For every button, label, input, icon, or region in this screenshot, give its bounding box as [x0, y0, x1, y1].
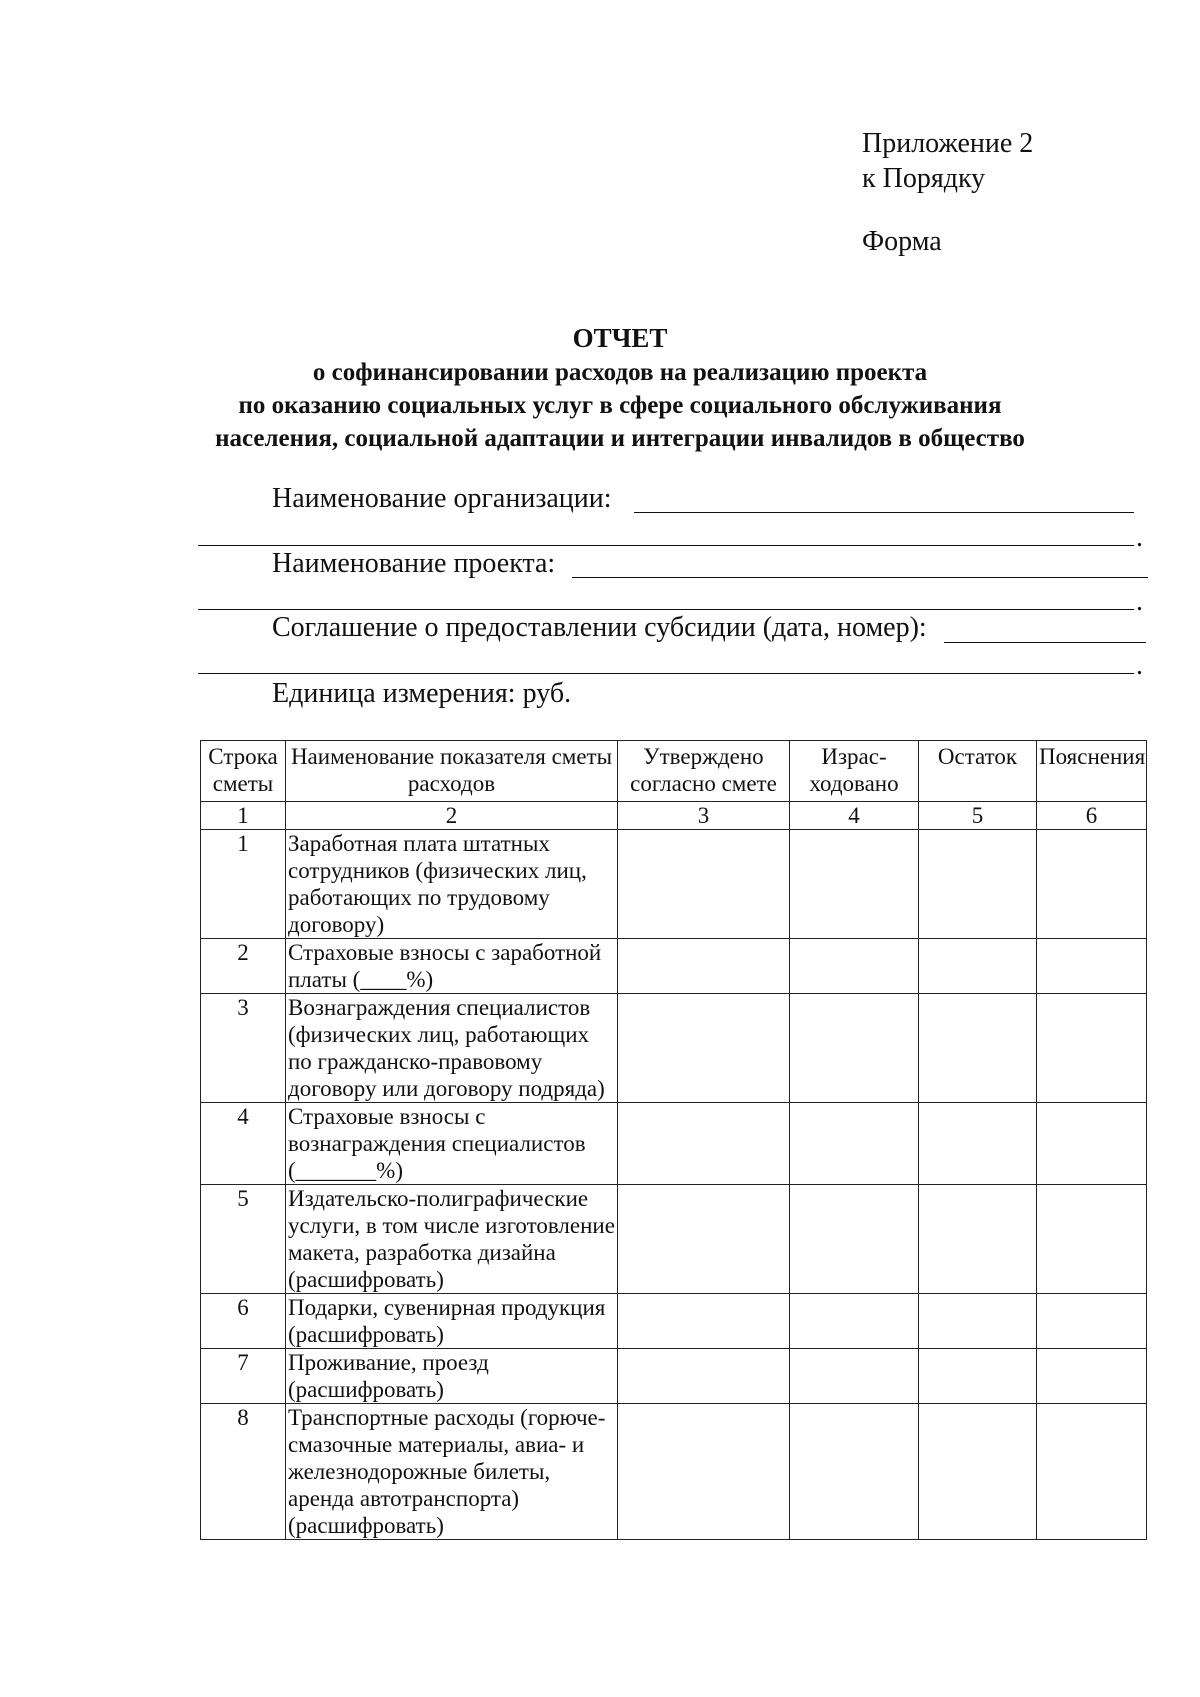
row-number: 1 — [201, 830, 286, 939]
header-explanations: Пояснения — [1037, 741, 1147, 802]
appendix-reference — [862, 126, 1033, 196]
appendix-number: Приложение 2 — [862, 128, 1034, 159]
project-input-line-2[interactable] — [198, 609, 1134, 610]
expense-report-table — [200, 740, 1147, 1540]
spent-cell[interactable] — [790, 1103, 919, 1185]
approved-cell[interactable] — [618, 939, 790, 994]
column-number: 3 — [618, 802, 790, 830]
explanation-cell[interactable] — [1037, 1185, 1147, 1294]
report-subtitle-line-3: населения, социальной адаптации и интеграции инвалидов в общество — [215, 425, 1025, 452]
indicator-name: Подарки, сувенирная продукция (расшифровать) — [286, 1294, 618, 1349]
table-row — [201, 1294, 1147, 1349]
remainder-cell[interactable] — [919, 1404, 1037, 1540]
indicator-name: Заработная плата штатных сотрудников (физических лиц, работающих по трудовому договору) — [286, 830, 618, 939]
approved-cell[interactable] — [618, 1185, 790, 1294]
column-number: 4 — [790, 802, 919, 830]
column-number: 5 — [919, 802, 1037, 830]
project-input-line[interactable] — [572, 577, 1148, 578]
explanation-cell[interactable] — [1037, 1294, 1147, 1349]
table-row — [201, 1185, 1147, 1294]
indicator-name: Страховые взносы с вознаграждения специалистов (_______%) — [286, 1103, 618, 1185]
explanation-cell[interactable] — [1037, 939, 1147, 994]
agreement-input-line-2[interactable] — [198, 673, 1134, 674]
indicator-name: Издательско-полиграфические услуги, в том числе изготовление макета, разработка дизайна (расшифровать) — [286, 1185, 618, 1294]
explanation-cell[interactable] — [1037, 1103, 1147, 1185]
table-row — [201, 1404, 1147, 1540]
approved-cell[interactable] — [618, 994, 790, 1103]
remainder-cell[interactable] — [919, 994, 1037, 1103]
row-number: 7 — [201, 1349, 286, 1404]
header-spent: Израс-ходовано — [790, 741, 919, 802]
organization-input-line-2[interactable] — [198, 545, 1134, 546]
remainder-cell[interactable] — [919, 939, 1037, 994]
organization-input-line[interactable] — [634, 512, 1134, 513]
approved-cell[interactable] — [618, 1103, 790, 1185]
column-number: 6 — [1037, 802, 1147, 830]
appendix-order-ref: к Порядку — [862, 163, 986, 194]
spent-cell[interactable] — [790, 994, 919, 1103]
row-number: 3 — [201, 994, 286, 1103]
row-number: 8 — [201, 1404, 286, 1540]
row-number: 6 — [201, 1294, 286, 1349]
approved-cell[interactable] — [618, 1294, 790, 1349]
table-row — [201, 1349, 1147, 1404]
table-row — [201, 939, 1147, 994]
row-number: 2 — [201, 939, 286, 994]
table-row — [201, 830, 1147, 939]
header-indicator-name: Наименование показателя сметы расходов — [286, 741, 618, 802]
approved-cell[interactable] — [618, 830, 790, 939]
project-label: Наименование проекта: — [272, 548, 556, 579]
agreement-input-line[interactable] — [944, 642, 1146, 643]
spent-cell[interactable] — [790, 1404, 919, 1540]
column-number: 2 — [286, 802, 618, 830]
indicator-name: Транспортные расходы (горюче-смазочные материалы, авиа- и железнодорожные билеты, аренда автотранспорта) (расшифровать) — [286, 1404, 618, 1540]
row-number: 5 — [201, 1185, 286, 1294]
report-subtitle-line-1: о софинансировании расходов на реализацию проекта — [312, 359, 928, 386]
table-row — [201, 1103, 1147, 1185]
table-row — [201, 994, 1147, 1103]
spent-cell[interactable] — [790, 939, 919, 994]
approved-cell[interactable] — [618, 1349, 790, 1404]
spent-cell[interactable] — [790, 1349, 919, 1404]
unit-label: Единица измерения: руб. — [272, 678, 572, 709]
remainder-cell[interactable] — [919, 1294, 1037, 1349]
explanation-cell[interactable] — [1037, 830, 1147, 939]
explanation-cell[interactable] — [1037, 1404, 1147, 1540]
remainder-cell[interactable] — [919, 1103, 1037, 1185]
header-row-number: Строка сметы — [201, 741, 286, 802]
row-number: 4 — [201, 1103, 286, 1185]
agreement-label: Соглашение о предоставлении субсидии (дата, номер): — [272, 612, 927, 643]
project-end-dot: . — [1136, 586, 1143, 617]
indicator-name: Вознаграждения специалистов (физических лиц, работающих по гражданско-правовому договору или договору подряда) — [286, 994, 618, 1103]
indicator-name: Страховые взносы с заработной платы (____%) — [286, 939, 618, 994]
agreement-end-dot: . — [1136, 650, 1143, 681]
report-title: ОТЧЕТ — [572, 323, 668, 353]
header-remainder: Остаток — [919, 741, 1037, 802]
report-subtitle-line-2: по оказанию социальных услуг в сфере социального обслуживания — [238, 392, 1002, 419]
explanation-cell[interactable] — [1037, 1349, 1147, 1404]
explanation-cell[interactable] — [1037, 994, 1147, 1103]
form-label: Форма — [862, 226, 942, 257]
spent-cell[interactable] — [790, 830, 919, 939]
indicator-name: Проживание, проезд (расшифровать) — [286, 1349, 618, 1404]
column-number: 1 — [201, 802, 286, 830]
approved-cell[interactable] — [618, 1404, 790, 1540]
organization-end-dot: . — [1136, 522, 1143, 553]
remainder-cell[interactable] — [919, 1349, 1037, 1404]
table-header-row — [201, 741, 1147, 802]
column-number-row — [201, 802, 1147, 830]
header-approved: Утверждено согласно смете — [618, 741, 790, 802]
organization-label: Наименование организации: — [272, 483, 612, 514]
remainder-cell[interactable] — [919, 830, 1037, 939]
spent-cell[interactable] — [790, 1185, 919, 1294]
spent-cell[interactable] — [790, 1294, 919, 1349]
remainder-cell[interactable] — [919, 1185, 1037, 1294]
